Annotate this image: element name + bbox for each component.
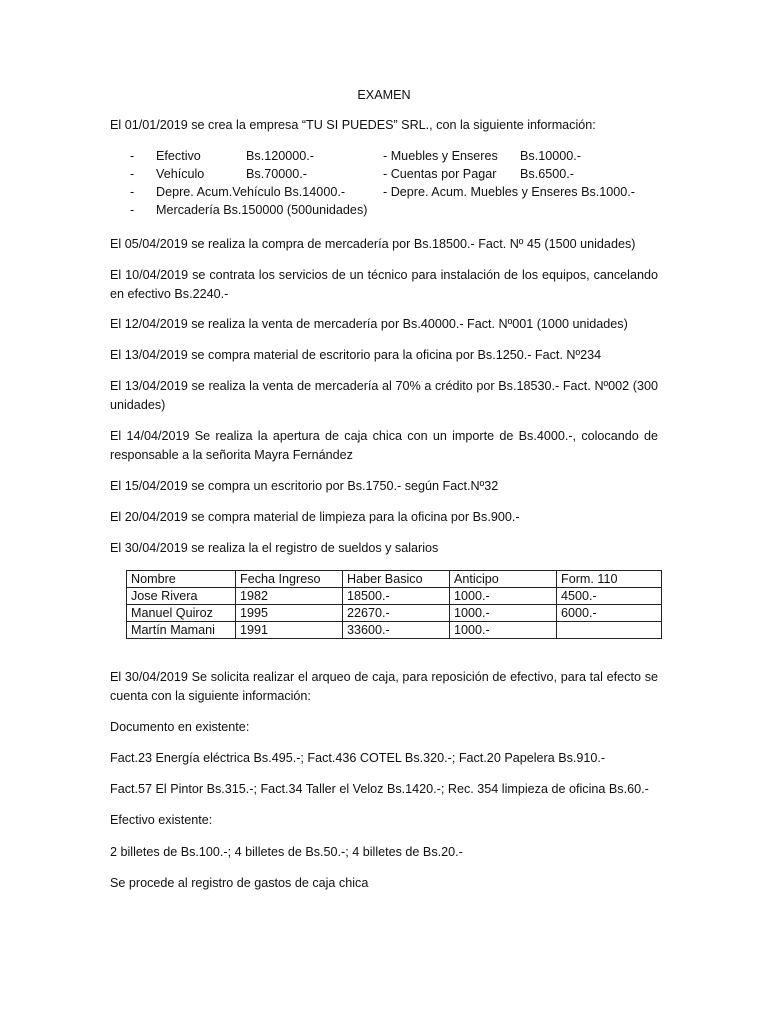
transaction-paragraph: El 20/04/2019 se compra material de limpieza para la oficina por Bs.900.- <box>110 510 520 524</box>
transaction-paragraph: El 13/04/2019 se realiza la venta de mercadería al 70% a crédito por Bs.18530.- Fact. Nº002 (300 unidades) <box>110 379 658 412</box>
cash-line: 2 billetes de Bs.100.-; 4 billetes de Bs.50.-; 4 billetes de Bs.20.- <box>110 845 463 859</box>
table-header-cell: Fecha Ingreso <box>236 571 343 588</box>
table-cell: 1000.- <box>450 622 557 639</box>
intro-paragraph: El 01/01/2019 se crea la empresa “TU SI PUEDES” SRL., con la siguiente información: <box>110 118 596 132</box>
cash-count-paragraph: El 30/04/2019 Se solicita realizar el arqueo de caja, para reposición de efectivo, para tal efecto se cuenta con la siguiente información: <box>110 670 658 703</box>
table-row <box>127 622 662 639</box>
table-cell: 22670.- <box>343 605 450 622</box>
documents-heading: Documento en existente: <box>110 720 250 734</box>
table-header-cell: Haber Basico <box>343 571 450 588</box>
closing-line: Se procede al registro de gastos de caja chica <box>110 876 369 890</box>
document-title: EXAMEN <box>357 88 411 102</box>
table-header-row <box>127 571 662 588</box>
table-cell: 18500.- <box>343 588 450 605</box>
table-cell: 1995 <box>236 605 343 622</box>
table-header-cell: Form. 110 <box>557 571 662 588</box>
transaction-paragraph: El 10/04/2019 se contrata los servicios de un técnico para instalación de los equipos, cancelando en efectivo Bs.2240.- <box>110 268 658 301</box>
table-cell: 6000.- <box>557 605 662 622</box>
table-header-cell: Nombre <box>127 571 236 588</box>
documents-line: Fact.57 El Pintor Bs.315.-; Fact.34 Taller el Veloz Bs.1420.-; Rec. 354 limpieza de oficina Bs.60.- <box>110 782 649 796</box>
transaction-paragraph: El 30/04/2019 se realiza la el registro de sueldos y salarios <box>110 541 439 555</box>
table-cell: 1000.- <box>450 588 557 605</box>
transaction-paragraph: El 05/04/2019 se realiza la compra de mercadería por Bs.18500.- Fact. Nº 45 (1500 unidades) <box>110 237 636 251</box>
table-row <box>127 588 662 605</box>
table-cell: 33600.- <box>343 622 450 639</box>
cash-heading: Efectivo existente: <box>110 813 213 827</box>
transaction-paragraph: El 14/04/2019 Se realiza la apertura de caja chica con un importe de Bs.4000.-, colocando de responsable a la señorita Mayra Fernández <box>110 429 658 462</box>
table-cell <box>557 622 662 639</box>
table-row <box>127 605 662 622</box>
table-cell: Manuel Quiroz <box>127 605 236 622</box>
salaries-table <box>126 570 662 639</box>
table-cell: Jose Rivera <box>127 588 236 605</box>
table-header-cell: Anticipo <box>450 571 557 588</box>
table-cell: 1000.- <box>450 605 557 622</box>
table-cell: 1991 <box>236 622 343 639</box>
documents-line: Fact.23 Energía eléctrica Bs.495.-; Fact.436 COTEL Bs.320.-; Fact.20 Papelera Bs.910.- <box>110 751 606 765</box>
transaction-paragraph: El 15/04/2019 se compra un escritorio por Bs.1750.- según Fact.Nº32 <box>110 479 499 493</box>
document-page: EXAMEN El 01/01/2019 se crea la empresa “TU SI PUEDES” SRL., con la siguiente información: - Efectivo Bs.120000.- - Muebles y Enseres Bs.10000.- - Vehículo Bs.70000.- - Cuentas por Pagar Bs.6500.- - Depre. Acum.Vehículo Bs.14000.- - Depre. Acum. Muebles y Enseres Bs.1000.- - Mercadería Bs.150000 (500unidades) El 05/04/2019 se realiza la compra de mercadería por Bs.18500.- Fact. Nº 45 (1500 unidades) El 10/04/2019 se contrata los servicios de un técnico para instalación de los equipos, cancelando en efectivo Bs.2240.- El 12/04/2019 se realiza la venta de mercadería por Bs.40000.- Fact. Nº001 (1000 unidades) El 13/04/2019 se compra material de escritorio para la oficina por Bs.1250.- Fact. Nº234 El 13/04/2019 se realiza la venta de mercadería al 70% a crédito por Bs.18530.- Fact. Nº002 (300 unidades) El 14/04/2019 Se realiza la apertura de caja chica con un importe de Bs.4000.-, colocando de responsable a la señorita Mayra Fernández El 15/04/2019 se compra un escritorio por Bs.1750.- según Fact.Nº32 El 20/04/2019 se compra material de limpieza para la oficina por Bs.900.- El 30/04/2019 se realiza la el registro de sueldos y salarios Nombre Fecha Ingreso Haber Basico Anticipo Form. 110 Jose Rivera 1982 18500.- 1000.- 4500.- Manuel Quiroz 1995 22670.- 1000.- 6000.- Martín Mamani 1991 33600.- 1000.- El 30/04/2019 Se solicita realizar el arqueo de caja, para reposición de efectivo, para tal efecto se cuenta con la siguiente información: Documento en existente: Fact.23 Energía eléctrica Bs.495.-; Fact.436 COTEL Bs.320.-; Fact.20 Papelera Bs.910.- Fact.57 El Pintor Bs.315.-; Fact.34 Taller el Veloz Bs.1420.-; Rec. 354 limpieza de oficina Bs.60.- Efectivo existente: 2 billetes de Bs.100.-; 4 billetes de Bs.50.-; 4 billetes de Bs.20.- Se procede al registro de gastos de caja chica <box>0 0 768 1024</box>
table-cell: 1982 <box>236 588 343 605</box>
table-cell: Martín Mamani <box>127 622 236 639</box>
transaction-paragraph: El 13/04/2019 se compra material de escritorio para la oficina por Bs.1250.- Fact. Nº234 <box>110 348 602 362</box>
transaction-paragraph: El 12/04/2019 se realiza la venta de mercadería por Bs.40000.- Fact. Nº001 (1000 unidades) <box>110 317 628 331</box>
table-cell: 4500.- <box>557 588 662 605</box>
